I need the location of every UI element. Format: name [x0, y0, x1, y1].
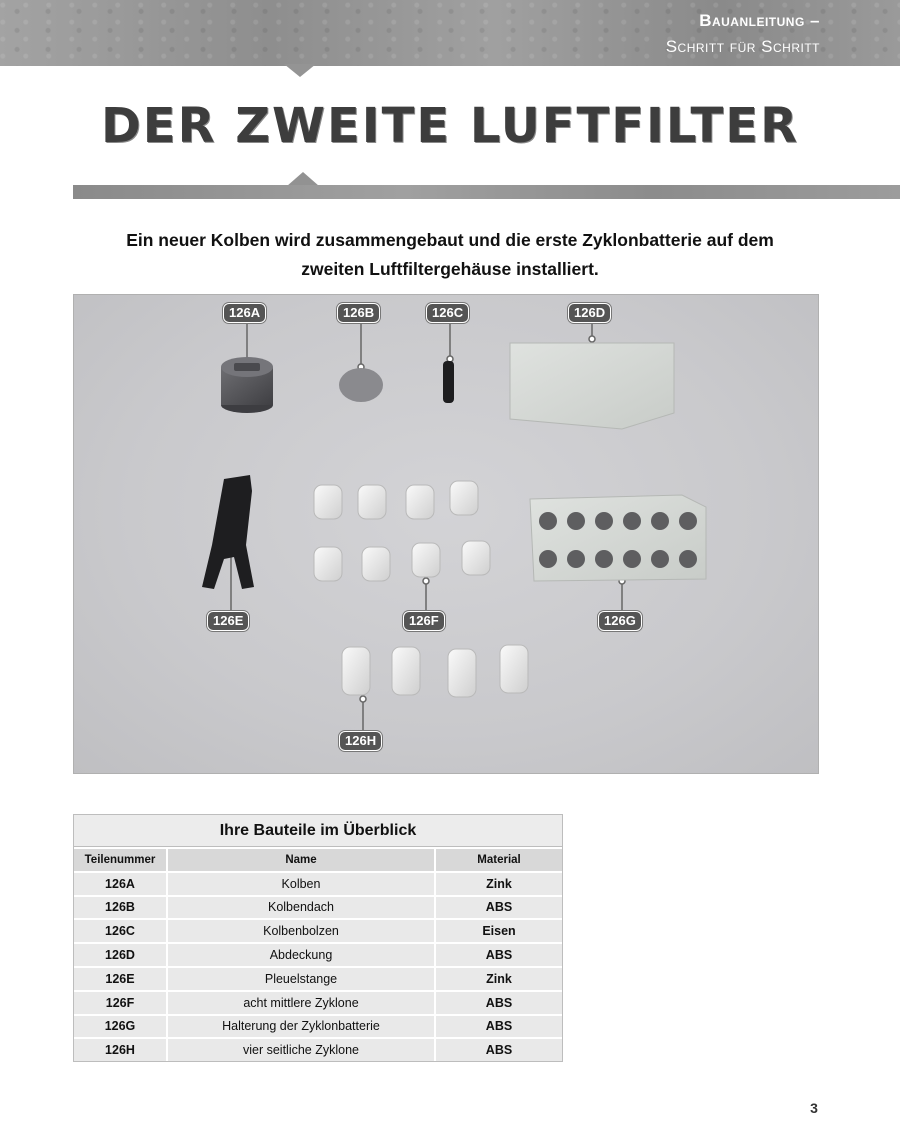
- table-title: Ihre Bauteile im Überblick: [74, 815, 562, 847]
- header-material: Material: [477, 853, 521, 866]
- part-126C-piston-pin: [443, 361, 454, 403]
- cell-name: Halterung der Zyklonbatterie: [166, 1016, 436, 1038]
- part-tag-126G: 126G: [598, 611, 642, 631]
- parts-illustration: [74, 295, 820, 775]
- part-tag-126F: 126F: [403, 611, 445, 631]
- page-title: DER ZWEITE LUFTFILTER: [100, 98, 800, 154]
- cell-name: Abdeckung: [166, 944, 436, 966]
- parts-photo: [73, 294, 819, 774]
- table-row: [74, 871, 562, 895]
- table-row: [74, 1037, 562, 1061]
- header-band-notch: [284, 64, 316, 77]
- header-part-number: Teilenummer: [84, 853, 156, 866]
- cell-material: ABS: [485, 1019, 513, 1034]
- part-tag-126D: 126D: [568, 303, 611, 323]
- cell-part-number: 126B: [105, 900, 135, 915]
- cell-material: ABS: [485, 1043, 513, 1058]
- table-row: [74, 966, 562, 990]
- table-row: [74, 918, 562, 942]
- cell-material: Zink: [486, 876, 512, 891]
- cell-material: Eisen: [482, 924, 516, 939]
- part-tag-126E: 126E: [207, 611, 249, 631]
- cell-name: Kolbenbolzen: [166, 920, 436, 942]
- intro-text: [80, 226, 820, 284]
- table-row: [74, 895, 562, 919]
- intro-line1: Ein neuer Kolben wird zusammengebaut und die erste Zyklonbatterie auf dem: [126, 230, 774, 250]
- section-label-line2: Schritt für Schritt: [665, 37, 820, 56]
- part-tag-126A: 126A: [223, 303, 266, 323]
- cell-name: Pleuelstange: [166, 968, 436, 990]
- intro-line2: zweiten Luftfiltergehäuse installiert.: [301, 259, 599, 279]
- cell-material: ABS: [485, 900, 513, 915]
- part-126A-piston: [221, 357, 273, 413]
- cell-part-number: 126C: [105, 924, 135, 939]
- cell-part-number: 126A: [105, 876, 135, 891]
- cell-name: acht mittlere Zyklone: [166, 992, 436, 1014]
- cell-material: ABS: [485, 995, 513, 1010]
- cell-name: Kolbendach: [166, 897, 436, 919]
- table-header-row: [74, 847, 562, 871]
- part-126E-connecting-rod: [202, 475, 254, 589]
- part-126G-cyclone-holder: [530, 495, 706, 581]
- section-label-line1: Bauanleitung –: [699, 11, 820, 30]
- table-row: [74, 990, 562, 1014]
- page-number: 3: [810, 1100, 818, 1116]
- cell-part-number: 126F: [105, 995, 135, 1010]
- part-126H-side-cyclones: [342, 645, 528, 697]
- part-126F-middle-cyclones: [314, 481, 490, 581]
- parts-overview-table: [73, 814, 563, 1062]
- part-tag-126B: 126B: [337, 303, 380, 323]
- title-underline-band: [73, 185, 900, 199]
- cell-name: vier seitliche Zyklone: [166, 1039, 436, 1061]
- title-band-notch: [287, 172, 319, 186]
- cell-name: Kolben: [166, 873, 436, 895]
- cell-material: Zink: [486, 971, 512, 986]
- part-126B-piston-crown: [339, 368, 383, 402]
- table-body: [74, 871, 562, 1061]
- cell-part-number: 126G: [104, 1019, 136, 1034]
- cell-part-number: 126E: [105, 971, 135, 986]
- header-name: Name: [166, 849, 436, 871]
- part-tag-126H: 126H: [339, 731, 382, 751]
- cell-part-number: 126H: [105, 1043, 135, 1058]
- table-row: [74, 1014, 562, 1038]
- cell-part-number: 126D: [105, 948, 135, 963]
- section-label: [560, 8, 820, 60]
- part-126D-cover: [510, 343, 674, 429]
- table-row: [74, 942, 562, 966]
- cell-material: ABS: [485, 948, 513, 963]
- part-tag-126C: 126C: [426, 303, 469, 323]
